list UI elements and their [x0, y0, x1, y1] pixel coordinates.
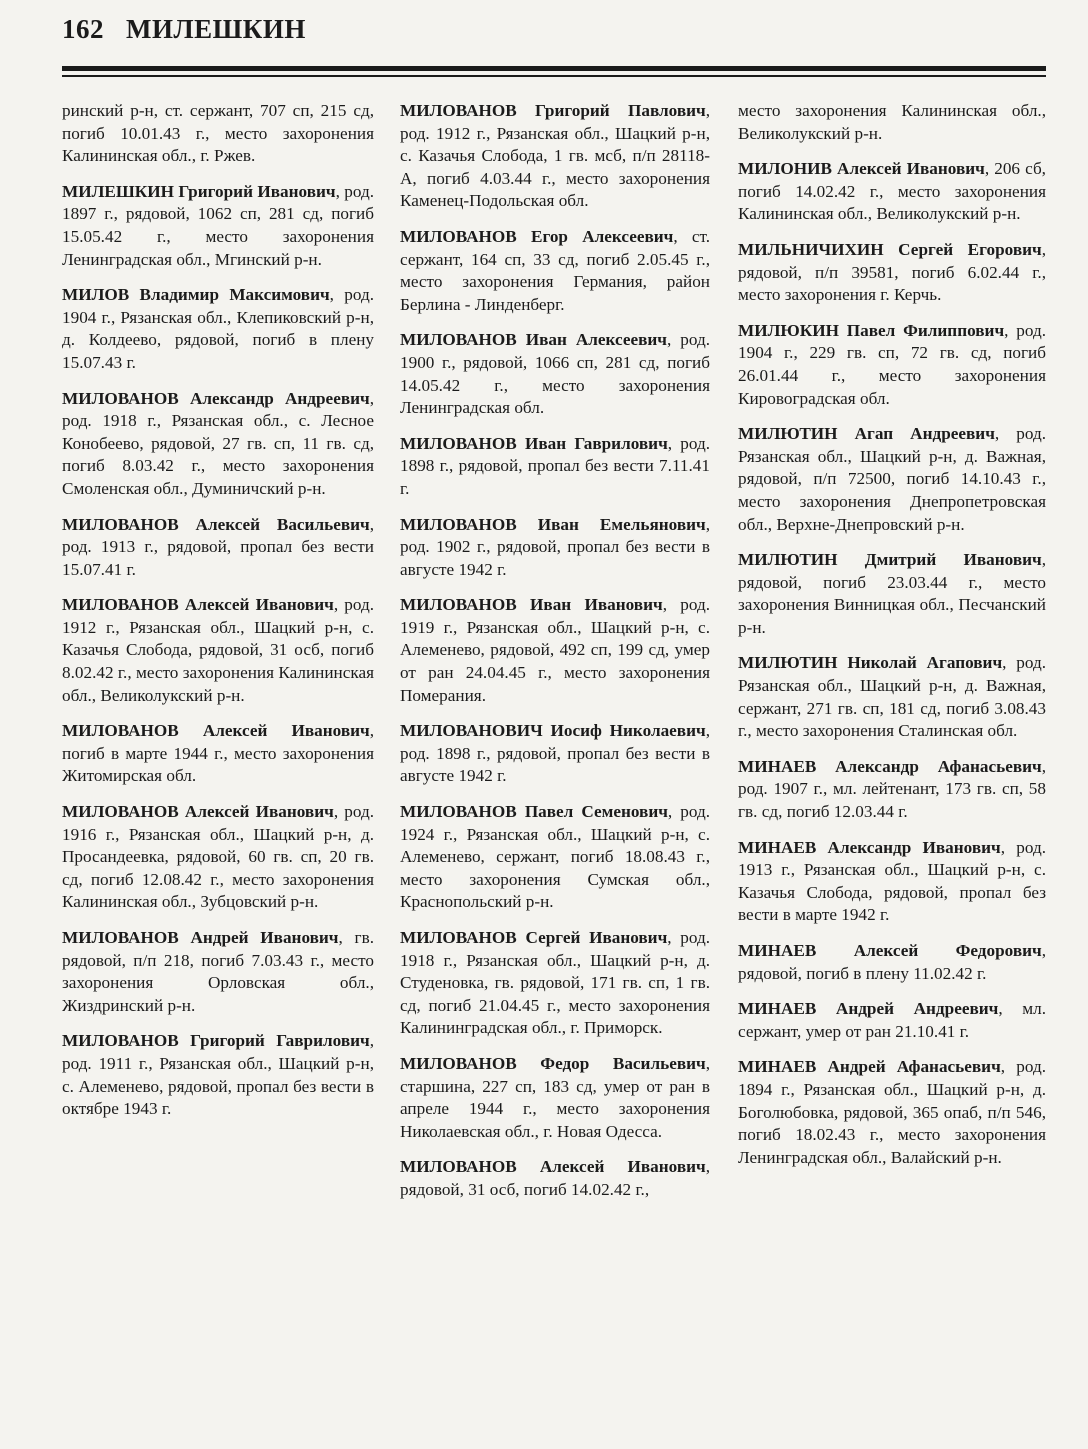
entry	[400, 1156, 710, 1201]
entry-text: , рядовой, погиб 23.03.44 г., место захоронения Винницкая обл., Песчанский р-н.	[738, 550, 1046, 637]
entry-name: МИЛОВАНОВ Алексей Иванович	[62, 721, 370, 741]
entry	[738, 837, 1046, 927]
entry-name: МИЛОВАНОВ Иван Алексеевич	[400, 330, 667, 350]
entry-name: МИЛОВАНОВ Андрей Иванович	[62, 928, 339, 947]
entry-name: МИЛОВАНОВ Иван Емельянович	[400, 514, 706, 534]
running-header	[62, 14, 306, 45]
entry-name: МИНАЕВ Алексей Федорович	[738, 941, 1042, 960]
entry-text: , рядовой, 31 осб, погиб 14.02.42 г.,	[400, 1157, 710, 1199]
entry-text: , род. 1912 г., Рязанская обл., Шацкий р-н, с. Казачья Слобода, 1 гв. мсб, п/п 28118-А, погиб 4.03.44 г., место захоронения Каменец-Подольская обл.	[400, 101, 710, 211]
entry	[738, 239, 1046, 307]
entry-name: МИЛОВАНОВ Григорий Гаврилович	[62, 1031, 370, 1051]
entry-text: , род. 1900 г., рядовой, 1066 сп, 281 сд, погиб 14.05.42 г., место захоронения Ленинградская обл.	[400, 330, 711, 418]
entry-name: МИЛОВАНОВ Федор Васильевич	[400, 1053, 706, 1073]
entry-name: МИЛОВАНОВ Александр Андреевич	[62, 388, 370, 408]
entry-name: МИЛОВАНОВ Алексей Васильевич	[62, 514, 370, 534]
entry	[738, 320, 1046, 410]
entry-name: МИЛОВАНОВ Иван Иванович	[400, 595, 663, 615]
column-3	[738, 100, 1046, 1182]
entry	[62, 720, 374, 788]
entry-text: , род. 1913 г., рядовой, пропал без вести 15.07.41 г.	[62, 514, 374, 579]
entry	[62, 100, 374, 168]
entry	[738, 940, 1046, 985]
entry	[738, 549, 1046, 639]
entry	[62, 801, 374, 914]
entry-name: МИНАЕВ Александр Афанасьевич	[738, 756, 1042, 776]
entry	[400, 594, 710, 707]
entry	[738, 998, 1046, 1043]
header-rule-thin	[62, 75, 1046, 77]
entry	[738, 652, 1046, 742]
entry-text: , гв. рядовой, п/п 218, погиб 7.03.43 г., место захоронения Орловская обл., Жиздринский р-н.	[62, 928, 374, 1015]
entry	[400, 1053, 710, 1143]
entry-text: , мл. сержант, умер от ран 21.10.41 г.	[738, 999, 1046, 1041]
entry-text: , род. 1919 г., Рязанская обл., Шацкий р-н, с. Алеменево, рядовой, 492 сп, 199 сд, умер от ран 24.04.45 г., место захоронения Померания.	[400, 595, 711, 705]
entry-text: , погиб в марте 1944 г., место захоронения Житомирская обл.	[62, 721, 374, 786]
entry	[62, 594, 374, 707]
entry-name: МИЛОВАНОВ Егор Алексеевич	[400, 226, 674, 246]
entry-text: , род. 1924 г., Рязанская обл., Шацкий р-н, с. Алеменево, сержант, погиб 18.08.43 г., место захоронения Сумская обл., Краснопольский р-н.	[400, 802, 711, 912]
entry-text: , старшина, 227 сп, 183 сд, умер от ран в апреле 1944 г., место захоронения Николаевская обл., г. Новая Одесса.	[400, 1053, 710, 1141]
entry	[400, 720, 710, 788]
entry-name: МИЛОВАНОВ Иван Гаврилович	[400, 433, 668, 453]
entry	[738, 1056, 1046, 1169]
entry-name: МИНАЕВ Александр Иванович	[738, 837, 1001, 857]
entry-text: , род. 1916 г., Рязанская обл., Шацкий р-н, д. Просандеевка, рядовой, 60 гв. сп, 20 гв. сд, погиб 12.08.42 г., место захоронения Калининская обл., Зубцовский р-н.	[62, 802, 375, 912]
entry-name: МИНАЕВ Андрей Андреевич	[738, 999, 999, 1019]
entry	[62, 388, 374, 501]
header-rule-thick	[62, 66, 1046, 71]
column-1	[62, 100, 374, 1134]
entry-name: МИЛОВАНОВ Алексей Иванович	[62, 595, 334, 615]
entry-text: , род. 1913 г., Рязанская обл., Шацкий р-н, с. Казачья Слобода, рядовой, пропал без вести в марте 1942 г.	[738, 837, 1046, 925]
entry-text: ринский р-н, ст. сержант, 707 сп, 215 сд, погиб 10.01.43 г., место захоронения Калининская обл., г. Ржев.	[62, 101, 374, 166]
entry	[400, 927, 710, 1040]
entry	[400, 100, 710, 213]
entry	[62, 1030, 374, 1120]
entry-text: , рядовой, п/п 39581, погиб 6.02.44 г., место захоронения г. Керчь.	[738, 239, 1046, 305]
entry	[400, 514, 710, 582]
entry-name: МИЛОВАНОВ Григорий Павлович	[400, 101, 706, 120]
entry-text: , ст. сержант, 164 сп, 33 сд, погиб 2.05.45 г., место захоронения Германия, район Берлина - Линденберг.	[400, 226, 710, 314]
entry-text: , род. 1904 г., 229 гв. сп, 72 гв. сд, погиб 26.01.44 г., место захоронения Кировоградская обл.	[738, 320, 1046, 408]
entry-text: , род. 1911 г., Рязанская обл., Шацкий р-н, с. Алеменево, рядовой, пропал без вести в октябре 1943 г.	[62, 1031, 374, 1119]
entry-text: , род. 1912 г., Рязанская обл., Шацкий р-н, с. Казачья Слобода, рядовой, 31 осб, погиб 8.02.42 г., место захоронения Калининская обл., Великолукский р-н.	[62, 595, 375, 705]
entry-name: МИЛОВАНОВИЧ Иосиф Николаевич	[400, 721, 706, 741]
entry	[738, 158, 1046, 226]
entry-name: МИЛОВАНОВ Алексей Иванович	[62, 802, 334, 822]
entry	[62, 284, 374, 374]
entry	[738, 756, 1046, 824]
entry-text: место захоронения Калининская обл., Великолукский р-н.	[738, 101, 1046, 143]
page-title: МИЛЕШКИН	[126, 14, 306, 44]
entry-text: , рядовой, погиб в плену 11.02.42 г.	[738, 941, 1046, 983]
entry	[400, 226, 710, 316]
entry	[62, 514, 374, 582]
entry	[400, 433, 710, 501]
entry	[62, 181, 374, 271]
entry-name: МИЛЬНИЧИХИН Сергей Егорович	[738, 239, 1042, 259]
entry-name: МИЛЮКИН Павел Филиппович	[738, 320, 1005, 340]
entry-text: , род. Рязанская обл., Шацкий р-н, д. Важная, рядовой, п/п 72500, погиб 14.10.43 г., место захоронения Днепропетровская обл., Верхне-Днепровский р-н.	[738, 424, 1047, 534]
entry-text: , род. 1904 г., Рязанская обл., Клепиковский р-н, д. Колдеево, рядовой, погиб в плену 15.07.43 г.	[62, 285, 375, 372]
entry	[400, 801, 710, 914]
entry-name: МИЛЮТИН Дмитрий Иванович	[738, 550, 1042, 570]
entry-text: , род. 1894 г., Рязанская обл., Шацкий р-н, д. Боголюбовка, рядовой, 365 опаб, п/п 546, погиб 18.02.43 г., место захоронения Ленинградская обл., Валайский р-н.	[738, 1057, 1046, 1167]
page-number: 162	[62, 14, 104, 44]
entry-text: , род. 1918 г., Рязанская обл., Шацкий р-н, д. Студеновка, гв. рядовой, 171 гв. сп, 1 гв. сд, погиб 21.04.45 г., место захоронения Калининградская обл., г. Приморск.	[400, 928, 711, 1038]
entry	[400, 329, 710, 419]
entry-text: , род. 1897 г., рядовой, 1062 сп, 281 сд, погиб 15.05.42 г., место захоронения Ленинградская обл., Мгинский р-н.	[62, 181, 375, 269]
entry-text: , 206 сб, погиб 14.02.42 г., место захоронения Калининская обл., Великолукский р-н.	[738, 159, 1046, 224]
entry-name: МИЛОНИВ Алексей Иванович	[738, 159, 985, 179]
entry-name: МИЛОВ Владимир Максимович	[62, 285, 330, 305]
entry-name: МИЛЕШКИН Григорий Иванович	[62, 181, 336, 201]
entry-text: , род. 1898 г., рядовой, пропал без вести 7.11.41 г.	[400, 433, 710, 498]
entry-text: , род. 1898 г., рядовой, пропал без вести в августе 1942 г.	[400, 721, 710, 786]
entry-text: , род. 1918 г., Рязанская обл., с. Лесное Конобеево, рядовой, 27 гв. сп, 11 гв. сд, погиб 8.03.42 г., место захоронения Смоленская обл., Думиничский р-н.	[62, 388, 374, 498]
entry-name: МИНАЕВ Андрей Афанасьевич	[738, 1057, 1001, 1077]
entry	[738, 100, 1046, 145]
entry-text: , род. 1907 г., мл. лейтенант, 173 гв. сп, 58 гв. сд, погиб 12.03.44 г.	[738, 756, 1046, 822]
entry	[62, 927, 374, 1017]
entry-name: МИЛЮТИН Агап Андреевич	[738, 424, 995, 444]
entry-name: МИЛОВАНОВ Алексей Иванович	[400, 1157, 706, 1177]
entry	[738, 423, 1046, 536]
column-2	[400, 100, 710, 1215]
entry-name: МИЛЮТИН Николай Агапович	[738, 653, 1003, 673]
entry-text: , род. Рязанская обл., Шацкий р-н, д. Важная, сержант, 271 гв. сп, 181 сд, погиб 3.08.43 г., место захоронения Сталинская обл.	[738, 653, 1047, 741]
entry-name: МИЛОВАНОВ Сергей Иванович	[400, 928, 668, 947]
entry-name: МИЛОВАНОВ Павел Семенович	[400, 802, 668, 822]
entry-text: , род. 1902 г., рядовой, пропал без вести в августе 1942 г.	[400, 514, 710, 579]
